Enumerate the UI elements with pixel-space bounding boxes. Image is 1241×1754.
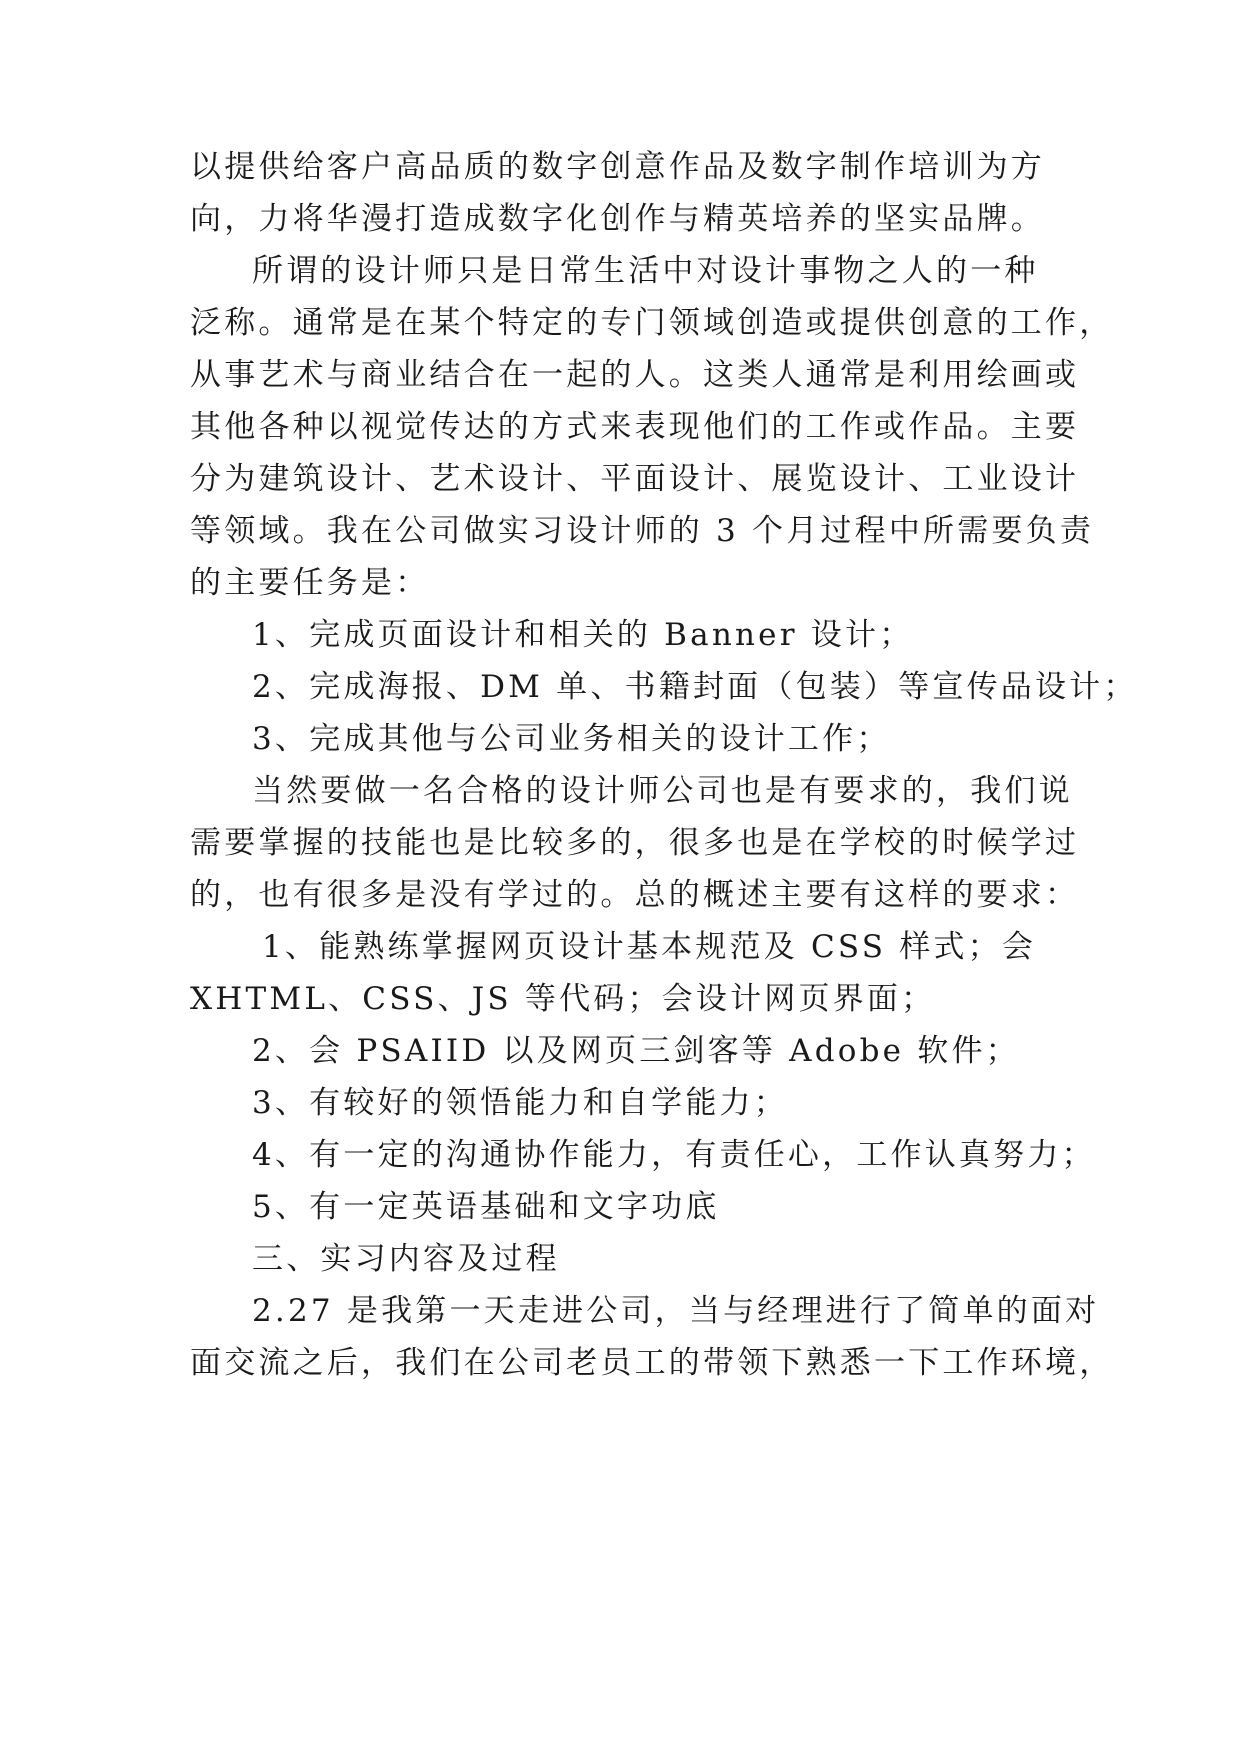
- section-heading: 三、实习内容及过程: [252, 1241, 560, 1277]
- paragraph-line: 需要掌握的技能也是比较多的，很多也是在学校的时候学过: [190, 825, 1080, 861]
- paragraph-line: 面交流之后，我们在公司老员工的带领下熟悉一下工作环境，: [190, 1345, 1114, 1381]
- paragraph-line: 的，也有很多是没有学过的。总的概述主要有这样的要求：: [190, 877, 1080, 913]
- paragraph-line: 分为建筑设计、艺术设计、平面设计、展览设计、工业设计: [190, 461, 1080, 497]
- paragraph-line: 以提供给客户高品质的数字创意作品及数字制作培训为方: [190, 149, 1045, 185]
- list-item: 2、会 PSAIID 以及网页三剑客等 Adobe 软件；: [252, 1033, 1020, 1069]
- paragraph-line: 从事艺术与商业结合在一起的人。这类人通常是利用绘画或: [190, 357, 1080, 393]
- paragraph-line: 当然要做一名合格的设计师公司也是有要求的，我们说: [252, 773, 1073, 809]
- paragraph-line: 等领域。我在公司做实习设计师的 3 个月过程中所需要负责: [190, 513, 1095, 549]
- list-item: 1、能熟练掌握网页设计基本规范及 CSS 样式；会: [262, 929, 1037, 965]
- list-item-continuation: XHTML、CSS、JS 等代码；会设计网页界面；: [190, 981, 936, 1017]
- list-item: 4、有一定的沟通协作能力，有责任心，工作认真努力；: [252, 1137, 1096, 1173]
- list-item: 3、有较好的领悟能力和自学能力；: [252, 1085, 788, 1121]
- list-item: 1、完成页面设计和相关的 Banner 设计；: [252, 617, 914, 653]
- paragraph-line: 向，力将华漫打造成数字化创作与精英培养的坚实品牌。: [190, 201, 1045, 237]
- paragraph-line: 的主要任务是：: [190, 565, 430, 601]
- paragraph-line: 泛称。通常是在某个特定的专门领域创造或提供创意的工作，: [190, 305, 1114, 341]
- list-item: 3、完成其他与公司业务相关的设计工作；: [252, 721, 891, 757]
- paragraph-line: 其他各种以视觉传达的方式来表现他们的工作或作品。主要: [190, 409, 1080, 445]
- list-item: 2、完成海报、DM 单、书籍封面（包装）等宣传品设计；: [252, 669, 1138, 705]
- paragraph-line: 2.27 是我第一天走进公司，当与经理进行了简单的面对: [252, 1293, 1100, 1329]
- list-item: 5、有一定英语基础和文字功底: [252, 1189, 720, 1225]
- paragraph-line: 所谓的设计师只是日常生活中对设计事物之人的一种: [252, 253, 1039, 289]
